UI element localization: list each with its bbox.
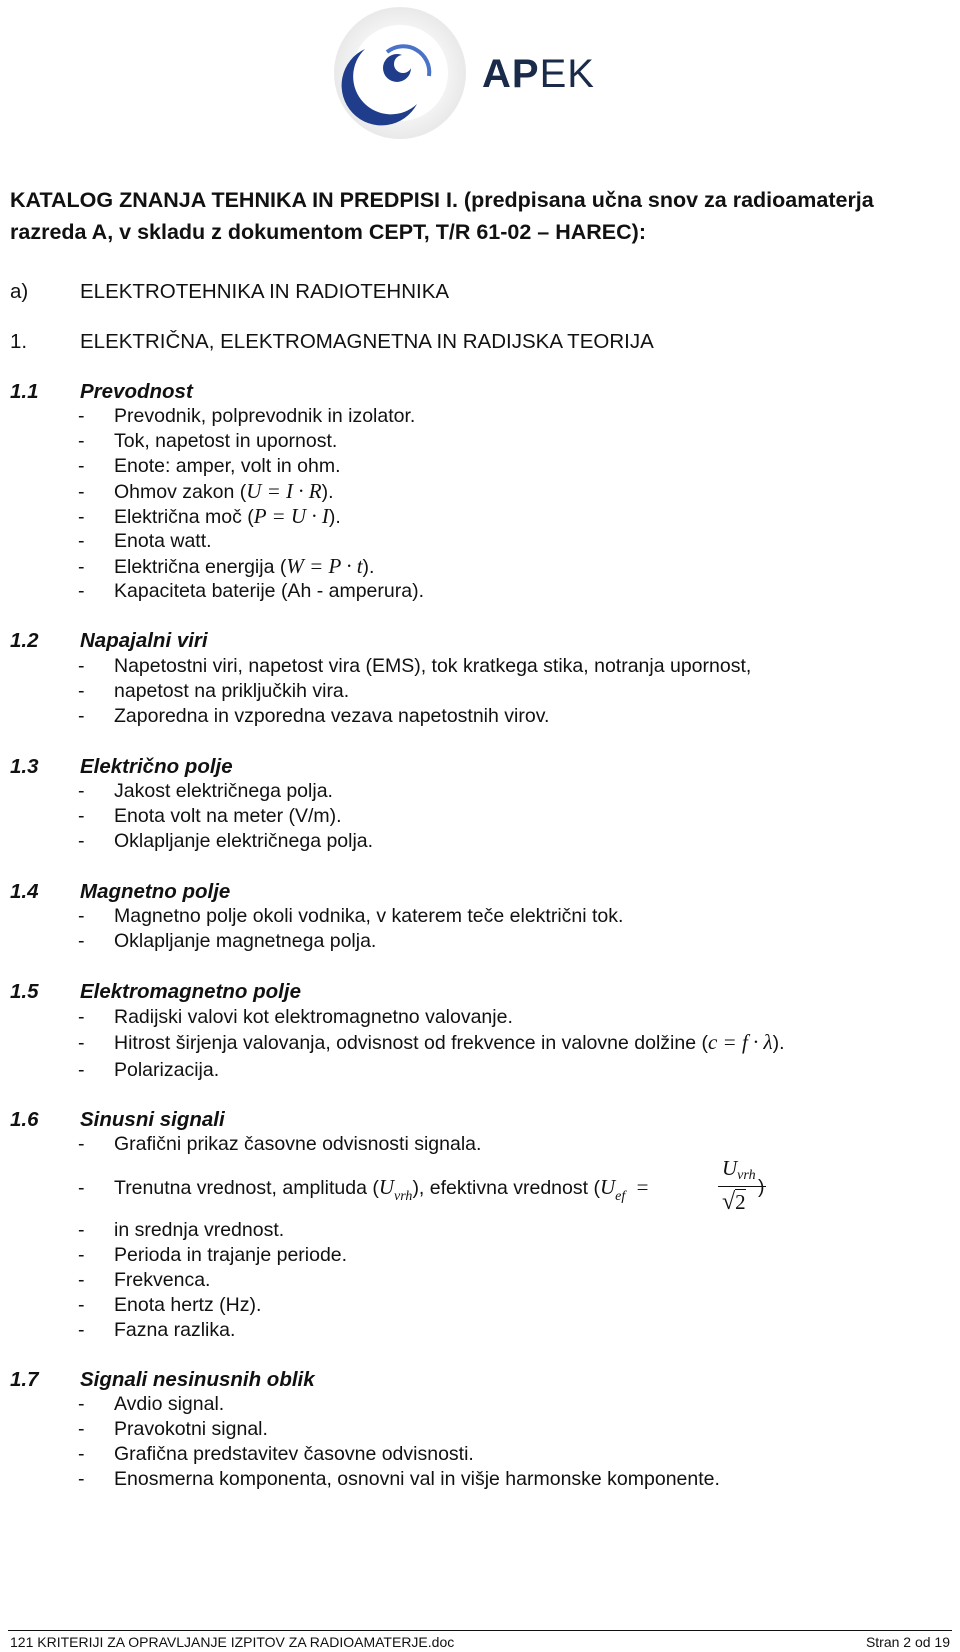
apek-logo-mark bbox=[325, 4, 475, 142]
logo-wordmark: APEK bbox=[482, 52, 595, 96]
list-item: - Tok, napetost in upornost. bbox=[78, 430, 338, 452]
list-item: - Zaporedna in vzporedna vezava napetostnih virov. bbox=[78, 705, 550, 727]
page-title: KATALOG ZNANJA TEHNIKA IN PREDPISI I. (predpisana učna snov za radioamaterja razreda A, v skladu z dokumentom CEPT, T/R 61-02 – HAREC): bbox=[10, 188, 874, 244]
formula-close: ) bbox=[758, 1176, 765, 1198]
list-item: - Enota watt. bbox=[78, 530, 212, 552]
list-item: - Napetostni viri, napetost vira (EMS), tok kratkega stika, notranja upornost, bbox=[78, 655, 752, 677]
list-item: - napetost na priključkih vira. bbox=[78, 680, 350, 702]
list-item: - Oklapljanje električnega polja. bbox=[78, 830, 374, 852]
list-item: - Enota hertz (Hz). bbox=[78, 1294, 262, 1316]
list-item: - Polarizacija. bbox=[78, 1059, 220, 1081]
list-item: - Grafična predstavitev časovne odvisnosti. bbox=[78, 1443, 474, 1465]
energy-formula: W = P · t bbox=[286, 554, 363, 578]
list-item: - Frekvenca. bbox=[78, 1269, 211, 1291]
list-item: - Prevodnik, polprevodnik in izolator. bbox=[78, 405, 416, 427]
list-item: - Oklapljanje magnetnega polja. bbox=[78, 930, 377, 952]
sqrt-icon: √ bbox=[722, 1189, 736, 1215]
list-item: - Električna moč (P = U · I). bbox=[78, 504, 341, 528]
ohm-formula: U = I · R bbox=[246, 479, 322, 503]
list-item: - Enote: amper, volt in ohm. bbox=[78, 455, 341, 477]
rms-fraction: Uvrh √2 bbox=[718, 1156, 766, 1218]
apek-logo bbox=[325, 4, 625, 142]
list-item: - Jakost električnega polja. bbox=[78, 780, 333, 802]
footer-divider bbox=[8, 1630, 952, 1631]
list-item: - Grafični prikaz časovne odvisnosti signala. bbox=[78, 1133, 482, 1155]
list-item: - Avdio signal. bbox=[78, 1393, 225, 1415]
footer-filename: 121 KRITERIJI ZA OPRAVLJANJE IZPITOV ZA RADIOAMATERJE.doc bbox=[10, 1634, 455, 1650]
power-formula: P = U · I bbox=[253, 504, 329, 528]
list-item: - Enosmerna komponenta, osnovni val in višje harmonske komponente. bbox=[78, 1468, 720, 1490]
list-item: - Magnetno polje okoli vodnika, v katerem teče električni tok. bbox=[78, 905, 624, 927]
list-item: - Radijski valovi kot elektromagnetno valovanje. bbox=[78, 1006, 513, 1028]
wave-formula: c = f · λ bbox=[707, 1030, 773, 1054]
list-item: - Ohmov zakon (U = I · R). bbox=[78, 479, 334, 503]
list-item: - Perioda in trajanje periode. bbox=[78, 1244, 348, 1266]
list-item: - Kapaciteta baterije (Ah - amperura). bbox=[78, 580, 424, 602]
list-item: - in srednja vrednost. bbox=[78, 1219, 285, 1241]
list-item: - Električna energija (W = P · t). bbox=[78, 554, 375, 578]
list-item: - Hitrost širjenja valovanja, odvisnost od frekvence in valovne dolžine (c = f · λ). bbox=[78, 1030, 785, 1054]
list-item: - Trenutna vrednost, amplituda $(U_{vrh})$, efektivna vrednost ($U_{ef}$ = bbox=[78, 1175, 649, 1204]
list-item: - Pravokotni signal. bbox=[78, 1418, 268, 1440]
list-item: - Fazna razlika. bbox=[78, 1319, 236, 1341]
list-item: - Enota volt na meter (V/m). bbox=[78, 805, 342, 827]
footer-page-number: Stran 2 od 19 bbox=[865, 1634, 950, 1650]
